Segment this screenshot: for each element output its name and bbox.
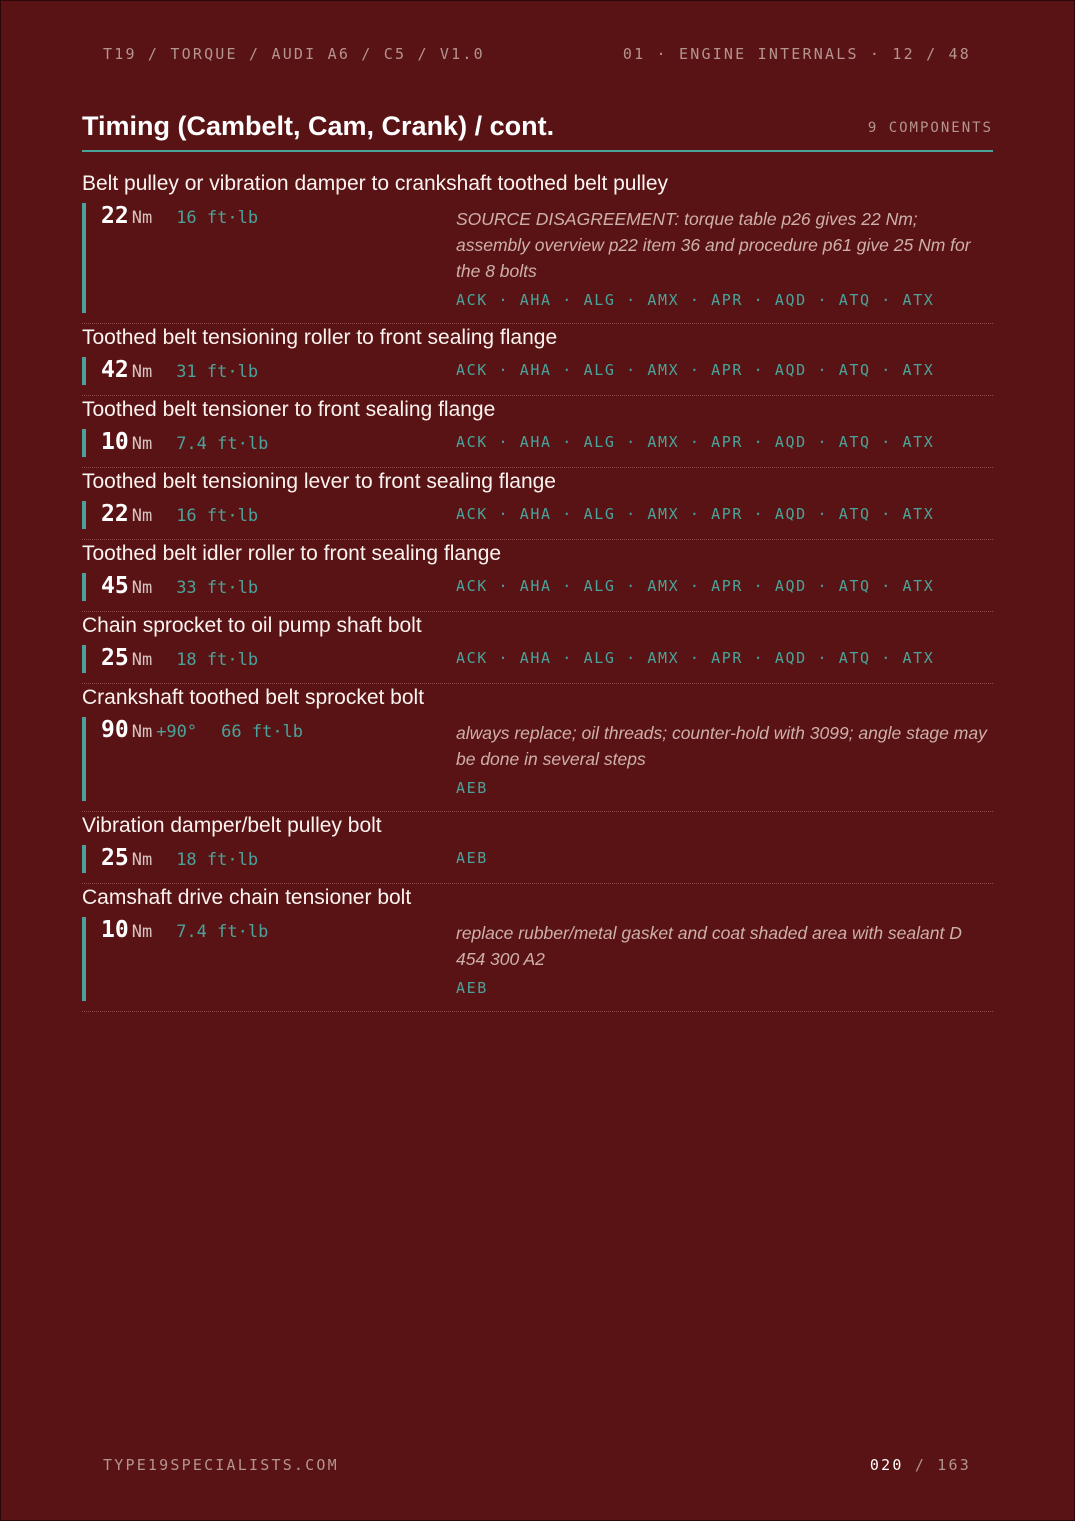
torque-entry <box>82 170 993 324</box>
page-separator: / <box>903 1456 938 1474</box>
engine-codes: AEB <box>456 849 488 867</box>
spec-details <box>456 573 993 597</box>
torque-ftlb: 7.4 ft·lb <box>176 434 269 454</box>
component-name: Toothed belt tensioner to front sealing flange <box>82 398 496 421</box>
torque-values <box>101 917 456 941</box>
torque-unit: Nm <box>131 578 153 598</box>
torque-nm-value: 10 <box>101 917 129 943</box>
torque-values <box>101 645 456 669</box>
component-count: 9 COMPONENTS <box>867 120 993 136</box>
engine-codes: ACK · AHA · ALG · AMX · APR · AQD · ATQ · ATX <box>456 361 935 379</box>
torque-entry <box>82 812 993 884</box>
torque-unit: Nm <box>131 506 153 526</box>
engine-codes: ACK · AHA · ALG · AMX · APR · AQD · ATQ · ATX <box>456 291 935 309</box>
breadcrumb: T19 / TORQUE / AUDI A6 / C5 / V1.0 <box>103 45 485 63</box>
torque-unit: Nm <box>131 850 153 870</box>
torque-entry <box>82 396 993 468</box>
page-number <box>870 1456 971 1474</box>
torque-entry <box>82 324 993 396</box>
component-name: Belt pulley or vibration damper to crankshaft toothed belt pulley <box>82 172 669 195</box>
spec-block <box>82 845 993 873</box>
torque-nm-value: 22 <box>101 203 129 229</box>
component-name: Toothed belt idler roller to front sealing flange <box>82 542 502 565</box>
torque-ftlb: 31 ft·lb <box>176 362 259 382</box>
torque-ftlb: 16 ft·lb <box>176 208 259 228</box>
page-title: Timing (Cambelt, Cam, Crank) / cont. <box>82 111 555 141</box>
torque-entry <box>82 684 993 812</box>
engine-codes: ACK · AHA · ALG · AMX · APR · AQD · ATQ · ATX <box>456 433 935 451</box>
torque-nm-value: 45 <box>101 573 129 599</box>
torque-unit: Nm <box>131 434 153 454</box>
spec-note: SOURCE DISAGREEMENT: torque table p26 gives 22 Nm; assembly overview p22 item 36 and procedure p61 give 25 Nm for the 8 bolts <box>456 209 971 281</box>
spec-block <box>82 501 993 529</box>
torque-values <box>101 717 456 741</box>
torque-nm-value: 10 <box>101 429 129 455</box>
page-total: 163 <box>937 1456 971 1474</box>
spec-block <box>82 429 993 457</box>
torque-ftlb: 66 ft·lb <box>221 722 304 742</box>
torque-unit: Nm <box>131 650 153 670</box>
component-name: Vibration damper/belt pulley bolt <box>82 814 382 837</box>
spec-block <box>82 917 993 1001</box>
component-name: Chain sprocket to oil pump shaft bolt <box>82 614 422 637</box>
torque-ftlb: 18 ft·lb <box>176 650 259 670</box>
torque-list <box>82 170 993 1012</box>
spec-details <box>456 845 993 869</box>
spec-block <box>82 645 993 673</box>
torque-nm-value: 22 <box>101 501 129 527</box>
engine-codes: AEB <box>456 779 488 797</box>
spec-details <box>456 429 993 453</box>
torque-unit: Nm <box>131 722 153 742</box>
component-name: Crankshaft toothed belt sprocket bolt <box>82 686 425 709</box>
torque-values <box>101 573 456 597</box>
torque-nm-value: 42 <box>101 357 129 383</box>
engine-codes: ACK · AHA · ALG · AMX · APR · AQD · ATQ · ATX <box>456 577 935 595</box>
component-name: Camshaft drive chain tensioner bolt <box>82 886 412 909</box>
spec-block <box>82 573 993 601</box>
torque-ftlb: 16 ft·lb <box>176 506 259 526</box>
spec-details <box>456 501 993 525</box>
spec-block <box>82 717 993 801</box>
torque-entry <box>82 884 993 1012</box>
section-title-row <box>82 108 993 152</box>
site-url: TYPE19SPECIALISTS.COM <box>103 1456 339 1474</box>
component-name: Toothed belt tensioning roller to front sealing flange <box>82 326 558 349</box>
engine-codes: ACK · AHA · ALG · AMX · APR · AQD · ATQ · ATX <box>456 505 935 523</box>
spec-details <box>456 917 993 997</box>
torque-entry <box>82 540 993 612</box>
torque-angle: +90° <box>156 722 198 742</box>
engine-codes: AEB <box>456 979 488 997</box>
torque-ftlb: 7.4 ft·lb <box>176 922 269 942</box>
torque-entry <box>82 468 993 540</box>
spec-details <box>456 717 993 797</box>
torque-values <box>101 501 456 525</box>
torque-ftlb: 33 ft·lb <box>176 578 259 598</box>
engine-codes: ACK · AHA · ALG · AMX · APR · AQD · ATQ · ATX <box>456 649 935 667</box>
torque-nm-value: 25 <box>101 645 129 671</box>
section-indicator: 01 · ENGINE INTERNALS · 12 / 48 <box>622 45 971 63</box>
spec-block <box>82 203 993 313</box>
page-current: 020 <box>869 1456 904 1474</box>
torque-values <box>101 357 456 381</box>
spec-details <box>456 203 993 309</box>
spec-block <box>82 357 993 385</box>
torque-unit: Nm <box>131 362 153 382</box>
torque-unit: Nm <box>131 208 153 228</box>
spec-details <box>456 645 993 669</box>
torque-values <box>101 845 456 869</box>
spec-note: replace rubber/metal gasket and coat shaded area with sealant D 454 300 A2 <box>456 923 962 969</box>
spec-details <box>456 357 993 381</box>
torque-ftlb: 18 ft·lb <box>176 850 259 870</box>
running-header <box>103 45 971 63</box>
page-footer <box>103 1456 971 1474</box>
torque-values <box>101 429 456 453</box>
torque-nm-value: 25 <box>101 845 129 871</box>
torque-nm-value: 90 <box>101 717 129 743</box>
torque-values <box>101 203 456 227</box>
spec-note: always replace; oil threads; counter-hold with 3099; angle stage may be done in several steps <box>456 723 987 769</box>
component-name: Toothed belt tensioning lever to front sealing flange <box>82 470 556 493</box>
torque-entry <box>82 612 993 684</box>
torque-unit: Nm <box>131 922 153 942</box>
